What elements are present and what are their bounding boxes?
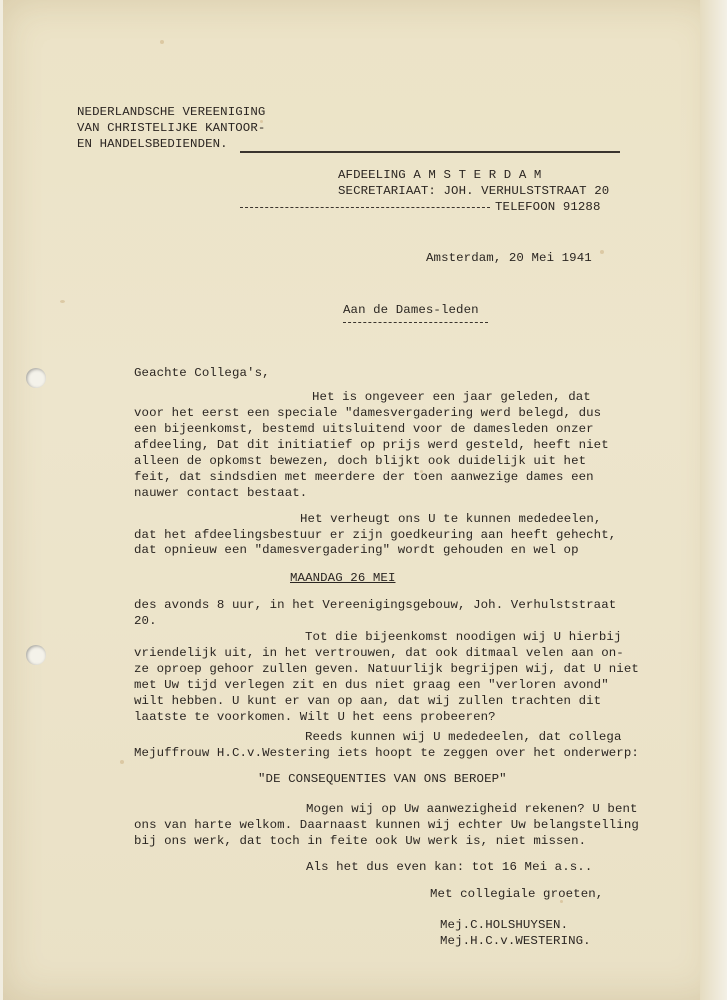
p2-line: dat opnieuw een "damesvergadering" wordt gehouden en wel op bbox=[134, 543, 579, 557]
org-name-line-1: NEDERLANDSCHE VEREENIGING bbox=[77, 105, 266, 119]
p6-line: Mogen wij op Uw aanwezigheid rekenen? U bent bbox=[306, 802, 638, 816]
p4-line: ze oproep gehoor zullen geven. Natuurlijk begrijpen wij, dat U niet bbox=[134, 662, 639, 676]
closing-line: Als het dus even kan: tot 16 Mei a.s.. bbox=[306, 860, 593, 874]
stain bbox=[160, 40, 164, 44]
date-line: Amsterdam, 20 Mei 1941 bbox=[426, 251, 592, 265]
letterhead-rule bbox=[240, 151, 620, 153]
signature-2: Mej.H.C.v.WESTERING. bbox=[440, 934, 591, 948]
p2-line: dat het afdeelingsbestuur er zijn goedkeuring aan heeft gehecht, bbox=[134, 528, 617, 542]
salutation: Geachte Collega's, bbox=[134, 366, 270, 380]
recipient-underline bbox=[343, 322, 488, 323]
closing-greeting: Met collegiale groeten, bbox=[430, 887, 604, 901]
paper-edge bbox=[700, 0, 727, 1000]
address-rule bbox=[240, 207, 490, 208]
p4-line: wilt hebben. U kunt er van op aan, dat wij zullen trachten dit bbox=[134, 694, 602, 708]
secretariat-line: SECRETARIAAT: JOH. VERHULSTSTRAAT 20 bbox=[338, 184, 610, 198]
punch-hole-top bbox=[26, 368, 46, 388]
p4-line: laatste te voorkomen. Wilt U het eens probeeren? bbox=[134, 710, 496, 724]
p4-line: vriendelijk uit, in het vertrouwen, dat ook ditmaal velen aan on- bbox=[134, 646, 624, 660]
p6-line: ons van harte welkom. Daarnaast kunnen wij echter Uw belangstelling bbox=[134, 818, 639, 832]
p3-line: des avonds 8 uur, in het Vereenigingsgebouw, Joh. Verhulststraat bbox=[134, 598, 617, 612]
p3-line: 20. bbox=[134, 614, 157, 628]
p4-line: Tot die bijeenkomst noodigen wij U hierbij bbox=[305, 630, 622, 644]
recipient: Aan de Dames-leden bbox=[343, 303, 479, 317]
punch-hole-bottom bbox=[26, 645, 46, 665]
p5-line: Mejuffrouw H.C.v.Westering iets hoopt te zeggen over het onderwerp: bbox=[134, 746, 639, 760]
stain bbox=[60, 300, 65, 303]
p5-line: Reeds kunnen wij U mededeelen, dat collega bbox=[305, 730, 622, 744]
phone-line: TELEFOON 91288 bbox=[495, 200, 601, 214]
p6-line: bij ons werk, dat toch in feite ook Uw werk is, niet missen. bbox=[134, 834, 587, 848]
stain bbox=[120, 760, 124, 764]
org-name-line-3: EN HANDELSBEDIENDEN. bbox=[77, 137, 228, 151]
topic-title: "DE CONSEQUENTIES VAN ONS BEROEP" bbox=[258, 772, 507, 786]
signature-1: Mej.C.HOLSHUYSEN. bbox=[440, 918, 569, 932]
p1-line: feit, dat sindsdien met meerdere der toen aanwezige dames een bbox=[134, 470, 594, 484]
p1-line: nauwer contact bestaat. bbox=[134, 486, 308, 500]
p2-line: Het verheugt ons U te kunnen mededeelen, bbox=[300, 512, 602, 526]
p1-line: een bijeenkomst, bestemd uitsluitend voor de damesleden onzer bbox=[134, 422, 594, 436]
stain bbox=[600, 250, 604, 254]
department-line: AFDEELING A M S T E R D A M bbox=[338, 168, 542, 182]
p1-line: alleen de opkomst bewezen, doch blijkt ook duidelijk uit het bbox=[134, 454, 587, 468]
p1-line: Het is ongeveer een jaar geleden, dat bbox=[312, 390, 591, 404]
org-name-line-2: VAN CHRISTELIJKE KANTOOR- bbox=[77, 121, 266, 135]
p4-line: met Uw tijd verlegen zit en dus niet graag een "verloren avond" bbox=[134, 678, 609, 692]
meeting-date: MAANDAG 26 MEI bbox=[290, 571, 396, 585]
p1-line: afdeeling, Dat dit initiatief op prijs werd gesteld, heeft niet bbox=[134, 438, 609, 452]
p1-line: voor het eerst een speciale "damesvergadering werd belegd, dus bbox=[134, 406, 602, 420]
